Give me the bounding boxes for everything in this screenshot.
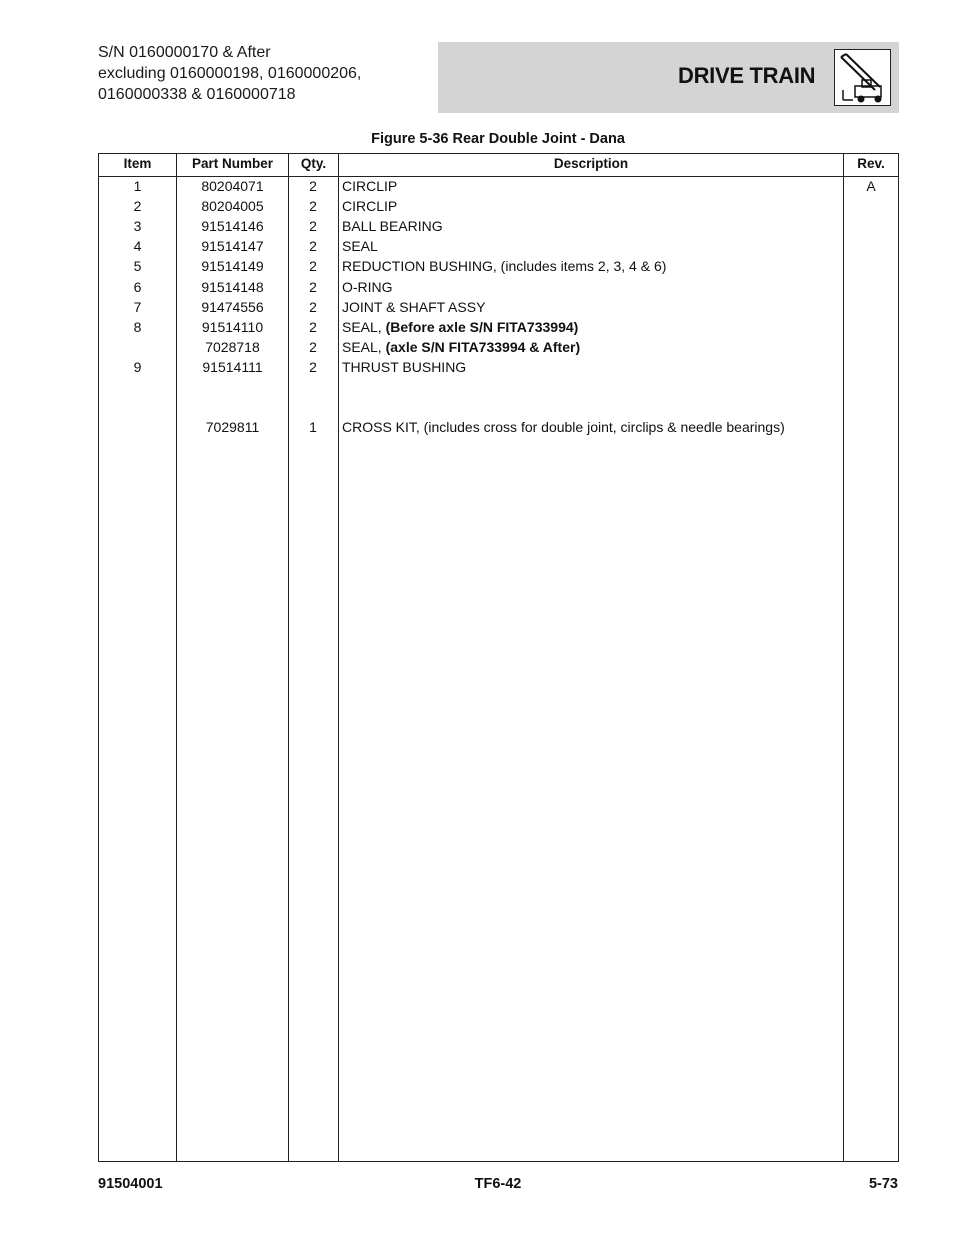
qty-cell-text: 1 <box>309 419 317 436</box>
column-header-item: Item <box>123 156 152 171</box>
part-number-cell <box>177 337 288 357</box>
qty-cell-text: 2 <box>309 178 317 194</box>
qty-cell <box>289 216 337 236</box>
part-number-cell-text: 91514110 <box>201 318 264 335</box>
item-cell <box>99 297 176 317</box>
qty-cell <box>289 277 337 297</box>
qty-cell <box>289 417 337 437</box>
part-number-cell-text: 7028718 <box>205 338 260 355</box>
section-header-band <box>438 42 899 113</box>
description-cell-text: SEAL, <box>342 338 386 355</box>
item-cell-text: 6 <box>133 278 142 295</box>
table-row <box>99 277 898 297</box>
description-cell-text: THRUST BUSHING <box>342 358 467 375</box>
qty-cell-text: 2 <box>309 278 317 295</box>
table-row <box>99 357 898 377</box>
item-cell <box>99 236 176 256</box>
item-cell-text: 2 <box>133 198 142 215</box>
footer-center-code: TF6-42 <box>474 1176 522 1192</box>
qty-cell-text: 2 <box>309 258 317 275</box>
description-cell-text: BALL BEARING <box>342 218 443 235</box>
qty-cell-text: 2 <box>309 198 317 215</box>
qty-cell-text: 2 <box>309 358 317 375</box>
part-number-cell-text: 91514147 <box>201 238 264 255</box>
item-cell-text: 3 <box>133 218 142 235</box>
qty-cell <box>289 357 337 377</box>
part-number-cell <box>177 417 288 437</box>
part-number-cell <box>177 236 288 256</box>
item-cell <box>99 216 176 236</box>
part-number-cell <box>177 216 288 236</box>
column-header-qty: Qty. <box>300 156 327 171</box>
table-row <box>99 256 898 276</box>
parts-table <box>98 153 899 1162</box>
rev-cell-text: A <box>866 178 876 194</box>
footer-page-number: 5-73 <box>868 1176 898 1192</box>
description-cell <box>342 337 842 357</box>
item-cell-text: 8 <box>133 318 142 335</box>
part-number-cell <box>177 176 288 196</box>
description-cell <box>342 256 842 276</box>
description-cell <box>342 357 842 377</box>
part-number-cell <box>177 256 288 276</box>
description-cell-text: CIRCLIP <box>342 198 398 215</box>
description-cell <box>342 277 842 297</box>
description-cell <box>342 196 842 216</box>
description-cell-text: SEAL, <box>342 318 386 335</box>
part-number-cell-text: 91474556 <box>201 298 264 315</box>
description-qualifier: (Before axle S/N FITA733994) <box>385 318 579 335</box>
description-cell-text: CIRCLIP <box>342 178 398 194</box>
description-cell <box>342 317 842 337</box>
qty-cell-text: 2 <box>309 298 317 315</box>
item-cell-text: 1 <box>133 178 142 194</box>
table-row <box>99 176 898 196</box>
table-row <box>99 337 898 357</box>
description-cell <box>342 236 842 256</box>
qty-cell <box>289 236 337 256</box>
figure-title: Figure 5-36 Rear Double Joint - Dana <box>371 131 625 147</box>
item-cell <box>99 357 176 377</box>
description-qualifier: (axle S/N FITA733994 & After) <box>385 338 581 355</box>
table-row <box>99 417 898 437</box>
table-row <box>99 236 898 256</box>
part-number-cell <box>177 297 288 317</box>
description-cell-text: JOINT & SHAFT ASSY <box>342 298 486 315</box>
part-number-cell <box>177 196 288 216</box>
part-number-cell-text: 91514149 <box>201 258 264 275</box>
item-cell <box>99 277 176 297</box>
description-cell-text: SEAL <box>342 238 378 255</box>
column-header-rev: Rev. <box>857 156 885 171</box>
part-number-cell-text: 80204005 <box>201 198 264 215</box>
item-cell <box>99 196 176 216</box>
table-row <box>99 317 898 337</box>
description-cell <box>342 216 842 236</box>
table-row <box>99 196 898 216</box>
serial-line: S/N 0160000170 & After <box>98 44 271 61</box>
serial-line: excluding 0160000198, 0160000206, <box>98 65 362 82</box>
table-row <box>99 297 898 317</box>
qty-cell <box>289 176 337 196</box>
part-number-cell-text: 91514111 <box>202 358 263 375</box>
serial-line: 0160000338 & 0160000718 <box>98 86 296 103</box>
qty-cell-text: 2 <box>309 338 317 355</box>
telehandler-icon <box>834 49 891 106</box>
footer-publication-number: 91504001 <box>98 1176 163 1192</box>
qty-cell <box>289 297 337 317</box>
part-number-cell-text: 7029811 <box>205 419 260 436</box>
rev-cell <box>844 176 898 196</box>
description-cell <box>342 176 842 196</box>
part-number-cell <box>177 317 288 337</box>
qty-cell-text: 2 <box>309 238 317 255</box>
description-cell <box>342 417 842 437</box>
description-cell <box>342 297 842 317</box>
column-header-description: Description <box>553 156 629 171</box>
item-cell-text: 9 <box>133 358 142 375</box>
qty-cell <box>289 337 337 357</box>
item-cell <box>99 176 176 196</box>
item-cell <box>99 256 176 276</box>
item-cell <box>99 317 176 337</box>
part-number-cell-text: 91514146 <box>201 218 264 235</box>
item-cell-text: 7 <box>133 298 142 315</box>
qty-cell <box>289 256 337 276</box>
part-number-cell-text: 80204071 <box>201 178 264 194</box>
part-number-cell-text: 91514148 <box>201 278 264 295</box>
section-title: DRIVE TRAIN <box>678 63 816 88</box>
qty-cell <box>289 317 337 337</box>
table-row <box>99 216 898 236</box>
column-header-part-number: Part Number <box>191 156 274 171</box>
item-cell-text: 5 <box>133 258 142 275</box>
qty-cell-text: 2 <box>309 318 317 335</box>
table-row <box>99 377 898 397</box>
table-row <box>99 397 898 417</box>
qty-cell <box>289 196 337 216</box>
part-number-cell <box>177 277 288 297</box>
description-cell-text: REDUCTION BUSHING, (includes items 2, 3, 4 & 6) <box>342 258 667 275</box>
description-cell-text: CROSS KIT, (includes cross for double joint, circlips & needle bearings) <box>342 419 785 436</box>
item-cell-text: 4 <box>133 238 142 255</box>
qty-cell-text: 2 <box>309 218 317 235</box>
part-number-cell <box>177 357 288 377</box>
description-cell-text: O-RING <box>342 278 393 295</box>
serial-number-block <box>98 42 361 105</box>
